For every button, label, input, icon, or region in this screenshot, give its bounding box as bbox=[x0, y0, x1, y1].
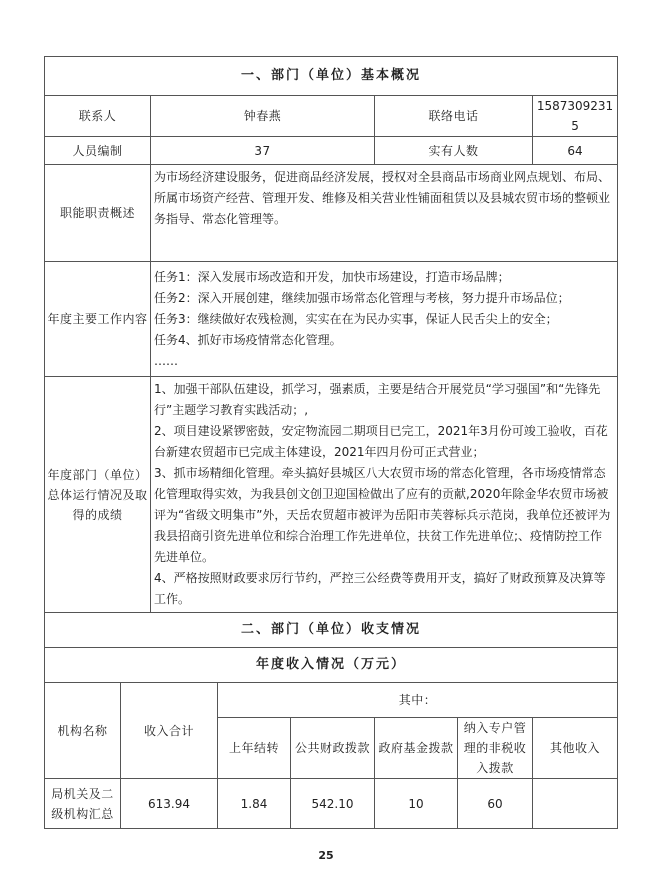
achievements-list bbox=[151, 377, 618, 613]
actual-staff-label: 实有人数 bbox=[375, 137, 533, 165]
actual-staff-value: 64 bbox=[533, 137, 618, 165]
cell-org: 局机关及二级机构汇总 bbox=[45, 779, 121, 829]
phone-value: 15873092315 bbox=[533, 96, 618, 137]
main-work-list bbox=[151, 262, 618, 377]
staff-quota-value: 37 bbox=[151, 137, 375, 165]
cell-public-finance: 542.10 bbox=[291, 779, 375, 829]
achievement-item: 2、项目建设紧锣密鼓，安定物流园二期项目已完工，2021年3月份可竣工验收，百花台新建农贸超市已完成主体建设，2021年四月份可正式营业； bbox=[154, 424, 608, 459]
duties-text: 为市场经济建设服务，促进商品经济发展，授权对全县商品市场商业网点规划、布局、所属市场资产经营、管理开发、维修及相关营业性铺面租赁以及县城农贸市场的整顿业务指导、常态化管理等。 bbox=[151, 165, 618, 262]
task-ellipsis: …… bbox=[154, 353, 178, 368]
staff-quota-label: 人员编制 bbox=[45, 137, 151, 165]
section1-title: 一、部门（单位）基本概况 bbox=[45, 57, 618, 96]
section2-title: 二、部门（单位）收支情况 bbox=[45, 613, 618, 648]
header-of-which: 其中： bbox=[218, 683, 618, 718]
task-item: 任务4、抓好市场疫情常态化管理。 bbox=[154, 332, 342, 347]
phone-label: 联络电话 bbox=[375, 96, 533, 137]
cell-non-tax: 60 bbox=[458, 779, 533, 829]
income-title: 年度收入情况（万元） bbox=[45, 648, 618, 683]
page-number: 25 bbox=[318, 849, 334, 862]
task-item: 任务2：深入开展创建，继续加强市场常态化管理与考核，努力提升市场品位； bbox=[154, 290, 570, 305]
main-work-label: 年度主要工作内容 bbox=[45, 262, 151, 377]
duties-label: 职能职责概述 bbox=[45, 165, 151, 262]
header-total: 收入合计 bbox=[121, 683, 218, 779]
header-gov-fund: 政府基金拨款 bbox=[375, 718, 458, 779]
header-carryover: 上年结转 bbox=[218, 718, 291, 779]
cell-gov-fund: 10 bbox=[375, 779, 458, 829]
header-non-tax: 纳入专户管理的非税收入拨款 bbox=[458, 718, 533, 779]
task-item: 任务3：继续做好农残检测，实实在在为民办实事，保证人民舌尖上的安全； bbox=[154, 311, 558, 326]
header-public-finance: 公共财政拨款 bbox=[291, 718, 375, 779]
header-org: 机构名称 bbox=[45, 683, 121, 779]
overview-table bbox=[44, 56, 618, 829]
achievement-item: 1、加强干部队伍建设，抓学习，强素质，主要是结合开展党员“学习强国”和“先锋先行”主题学习教育实践活动；, bbox=[154, 382, 601, 417]
contact-value: 钟春燕 bbox=[151, 96, 375, 137]
task-item: 任务1：深入发展市场改造和开发，加快市场建设，打造市场品牌； bbox=[154, 269, 510, 284]
cell-carryover: 1.84 bbox=[218, 779, 291, 829]
cell-total: 613.94 bbox=[121, 779, 218, 829]
achievements-label: 年度部门（单位）总体运行情况及取得的成绩 bbox=[45, 377, 151, 613]
achievement-item: 4、严格按照财政要求厉行节约，严控三公经费等费用开支，搞好了财政预算及决算等工作。 bbox=[154, 571, 606, 606]
contact-label: 联系人 bbox=[45, 96, 151, 137]
header-other: 其他收入 bbox=[533, 718, 618, 779]
table-row bbox=[45, 779, 618, 829]
cell-other bbox=[533, 779, 618, 829]
achievement-item: 3、抓市场精细化管理。牵头搞好县城区八大农贸市场的常态化管理，各市场疫情常态化管理取得实效，为我县创文创卫迎国检做出了应有的贡献,2020年除金华农贸市场被评为“省级文明集市”外，天岳农贸超市被评为岳阳市芙蓉标兵示范岗，我单位还被评为我县招商引资先进单位和综合治理工作先进单位，扶贫工作先进单位;、疫情防控工作先进单位。 bbox=[154, 466, 611, 564]
